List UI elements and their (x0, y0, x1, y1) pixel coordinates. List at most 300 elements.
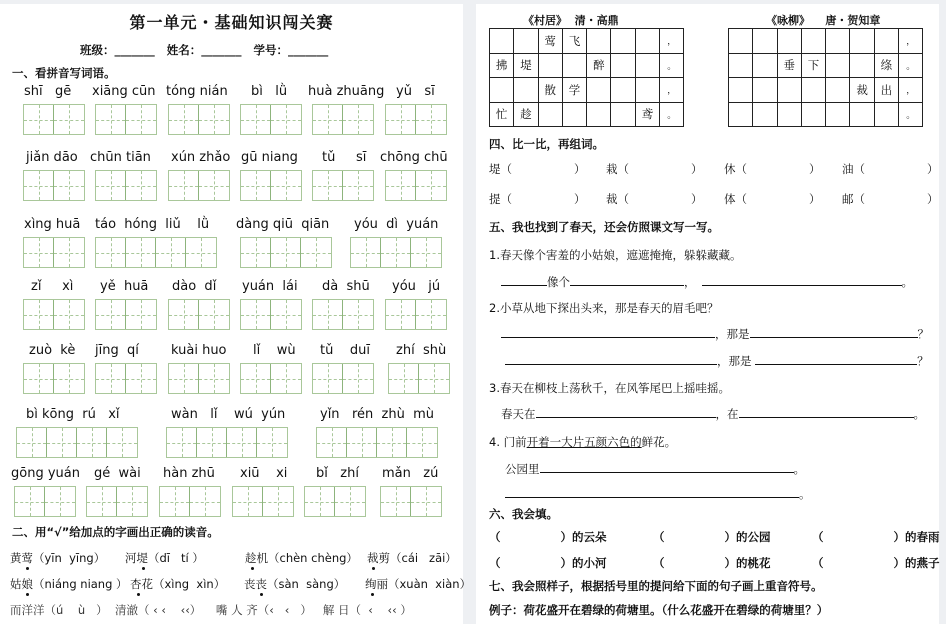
tianzige-cell[interactable] (47, 428, 77, 457)
tianzige-cell[interactable] (271, 364, 301, 393)
poem-blank-cell[interactable] (490, 29, 514, 54)
compare-char: 提 (489, 192, 501, 206)
compare-word-item[interactable] (842, 191, 939, 207)
fill-item[interactable] (812, 529, 940, 545)
poem-blank-cell[interactable] (611, 53, 635, 78)
tianzige-cell[interactable] (411, 238, 441, 267)
pinyin-label: gōng yuán (11, 466, 80, 481)
poem-blank-cell[interactable] (538, 102, 562, 127)
character-writing-grid[interactable] (23, 237, 85, 268)
reading-item[interactable]: 黄莺（yīn yīng） (10, 551, 106, 565)
tianzige-cell[interactable] (386, 300, 416, 329)
character-writing-grid[interactable] (95, 237, 217, 268)
tianzige-cell[interactable] (24, 364, 54, 393)
q3-blank-1[interactable] (536, 406, 716, 418)
poem-grid-yongliu (728, 28, 923, 127)
pinyin-label: bǐ zhí (316, 466, 359, 481)
character-writing-grid[interactable] (159, 486, 221, 517)
close-paren: ） (927, 192, 939, 206)
character-writing-grid[interactable] (240, 299, 302, 330)
tianzige-cell[interactable] (199, 105, 229, 134)
character-writing-grid[interactable] (388, 363, 450, 394)
poem-blank-cell[interactable] (514, 78, 538, 103)
reading-row-3-clipped: 而洋洋（ú ù ） 清澈（ ‹ ‹ ‹‹） 嘴 人 齐（‹ ‹ ） 解 日（ ‹ ‹‹ ） (10, 603, 412, 617)
section1-heading: 一、看拼音写词语。 (12, 66, 116, 80)
pinyin-label: bì lǜ (251, 84, 288, 99)
tianzige-cell[interactable] (45, 487, 75, 516)
q4-prefix: 公园里 (505, 462, 540, 476)
q4-answer-line-2: 。 (505, 486, 811, 502)
tianzige-cell[interactable] (87, 487, 117, 516)
character-writing-grid[interactable] (95, 299, 157, 330)
character-writing-grid[interactable] (16, 427, 138, 458)
q2-blank-1[interactable] (501, 326, 715, 338)
pinyin-label: jiǎn dāo (26, 150, 78, 165)
tianzige-cell[interactable] (54, 364, 84, 393)
tianzige-cell[interactable] (263, 487, 293, 516)
poem-blank-cell[interactable] (777, 29, 801, 54)
poem-blank-cell[interactable] (874, 29, 898, 54)
fill-item[interactable] (653, 555, 771, 571)
worksheet-page-right (476, 4, 939, 624)
tianzige-cell[interactable] (54, 300, 84, 329)
tianzige-cell[interactable] (77, 428, 107, 457)
poem-char-cell: 飞 (562, 29, 586, 54)
character-writing-grid[interactable] (23, 170, 85, 201)
character-writing-grid[interactable] (350, 237, 442, 268)
character-writing-grid[interactable] (385, 104, 447, 135)
q3-text: 3.春天在柳枝上荡秋千，在风筝尾巴上摇哇摇。 (489, 381, 730, 395)
poem-line (490, 102, 684, 127)
tianzige-cell[interactable] (17, 428, 47, 457)
tianzige-cell[interactable] (386, 105, 416, 134)
q1-blank-1[interactable] (501, 274, 547, 286)
tianzige-cell[interactable] (186, 238, 216, 267)
poem-blank-cell[interactable] (850, 102, 874, 127)
open-paren: （ (812, 556, 824, 570)
poem-blank-cell[interactable] (850, 29, 874, 54)
tianzige-cell[interactable] (96, 171, 126, 200)
pinyin-label: zǐ xì (31, 279, 74, 294)
character-writing-grid[interactable] (95, 170, 157, 201)
pinyin-label: dào dǐ (172, 279, 217, 294)
tianzige-cell[interactable] (317, 428, 347, 457)
fill-item[interactable] (489, 555, 607, 571)
compare-char: 体 (724, 192, 736, 206)
open-paren: （ (735, 192, 747, 206)
poem-line (490, 29, 684, 54)
q4-end: 鲜花。 (641, 435, 677, 449)
pinyin-label: xìng huā (24, 217, 81, 232)
close-paren: ） (691, 162, 703, 176)
q1-like-text: 像个 (547, 275, 570, 289)
compare-word-item[interactable] (842, 161, 939, 177)
open-paren: （ (735, 162, 747, 176)
compare-char: 裁 (606, 192, 618, 206)
pinyin-label: yǔ sī (396, 84, 435, 99)
q2-blank-4[interactable] (755, 353, 917, 365)
reading-item[interactable]: 趁机（chèn chèng） (245, 551, 358, 565)
tianzige-cell[interactable] (271, 171, 301, 200)
reading-item[interactable]: 姑娘（niáng niang ） (10, 577, 128, 591)
open-paren: （ (489, 530, 501, 544)
poem-blank-cell[interactable] (635, 78, 659, 103)
tianzige-cell[interactable] (389, 364, 419, 393)
close-paren: ） (574, 192, 586, 206)
fill-item[interactable] (653, 529, 771, 545)
tianzige-cell[interactable] (301, 238, 331, 267)
tianzige-cell[interactable] (343, 171, 373, 200)
tianzige-cell[interactable] (24, 238, 54, 267)
character-writing-grid[interactable] (380, 486, 442, 517)
tianzige-cell[interactable] (199, 364, 229, 393)
poem-char-cell: 忙 (490, 102, 514, 127)
character-writing-grid[interactable] (168, 299, 230, 330)
pinyin-label: yǐn rén zhù mù (320, 407, 434, 422)
poem-char-cell: 。 (899, 102, 923, 127)
pinyin-label: tǔ duī (320, 343, 370, 358)
poem-blank-cell[interactable] (777, 102, 801, 127)
poem-blank-cell[interactable] (826, 102, 850, 127)
character-writing-grid[interactable] (23, 104, 85, 135)
poem-blank-cell[interactable] (850, 53, 874, 78)
character-writing-grid[interactable] (385, 299, 447, 330)
q2-blank-3[interactable] (505, 353, 717, 365)
poem-blank-cell[interactable] (611, 102, 635, 127)
tianzige-cell[interactable] (381, 238, 411, 267)
tianzige-cell[interactable] (107, 428, 137, 457)
compare-char: 休 (724, 162, 736, 176)
fill-phrase: ）的小河 (560, 556, 607, 570)
tianzige-cell[interactable] (126, 238, 156, 267)
pinyin-label: dà shū (322, 279, 370, 294)
pinyin-label: chōng chū (380, 150, 448, 165)
tianzige-cell[interactable] (96, 364, 126, 393)
poem-blank-cell[interactable] (635, 53, 659, 78)
poem-blank-cell[interactable] (611, 78, 635, 103)
poem-char-cell: ， (660, 78, 684, 103)
q1-blank-3[interactable] (702, 274, 902, 286)
poem-blank-cell[interactable] (753, 78, 777, 103)
poem-char-cell: 。 (899, 53, 923, 78)
q1-blank-2[interactable] (570, 274, 684, 286)
section5-heading: 五、我也找到了春天，还会仿照课文写一写。 (489, 220, 719, 234)
tianzige-cell[interactable] (199, 171, 229, 200)
poem-blank-cell[interactable] (562, 53, 586, 78)
tianzige-cell[interactable] (313, 105, 343, 134)
tianzige-cell[interactable] (411, 487, 441, 516)
tianzige-cell[interactable] (167, 428, 197, 457)
poem-line (729, 29, 923, 54)
poem-grid-cunju (489, 28, 684, 127)
tianzige-cell[interactable] (126, 364, 156, 393)
pinyin-label: yuán lái (242, 279, 298, 294)
character-writing-grid[interactable] (304, 486, 366, 517)
emphasis-dot (260, 593, 263, 596)
open-paren: （ (500, 192, 512, 206)
q1-text: 1.春天像个害羞的小姑娘，遮遮掩掩，躲躲藏藏。 (489, 248, 742, 262)
poem-blank-cell[interactable] (801, 29, 825, 54)
reading-item[interactable]: 杏花（xìng xìn） (130, 577, 226, 591)
poem-char-cell: ， (899, 29, 923, 54)
q4-blank-1[interactable] (540, 461, 794, 473)
pinyin-label: wàn lǐ wú yún (171, 407, 286, 422)
compare-word-item[interactable] (606, 191, 703, 207)
section7-example: 例子：荷花盛开在碧绿的荷塘里。（什么花盛开在碧绿的荷塘里？） (489, 603, 829, 617)
poem-blank-cell[interactable] (729, 78, 753, 103)
poem-blank-cell[interactable] (729, 102, 753, 127)
tianzige-cell[interactable] (381, 487, 411, 516)
tianzige-cell[interactable] (199, 300, 229, 329)
character-writing-grid[interactable] (168, 170, 230, 201)
tianzige-cell[interactable] (169, 171, 199, 200)
character-writing-grid[interactable] (240, 104, 302, 135)
tianzige-cell[interactable] (241, 238, 271, 267)
tianzige-cell[interactable] (54, 105, 84, 134)
character-writing-grid[interactable] (23, 299, 85, 330)
poem-blank-cell[interactable] (514, 29, 538, 54)
tianzige-cell[interactable] (241, 105, 271, 134)
tianzige-cell[interactable] (126, 300, 156, 329)
tianzige-cell[interactable] (343, 364, 373, 393)
compare-word-item[interactable] (724, 161, 821, 177)
tianzige-cell[interactable] (407, 428, 437, 457)
poem-char-cell: ， (660, 29, 684, 54)
worksheet-page-left (0, 4, 472, 624)
poem-blank-cell[interactable] (538, 53, 562, 78)
character-writing-grid[interactable] (240, 237, 332, 268)
tianzige-cell[interactable] (416, 105, 446, 134)
name-blank[interactable]: _______ (201, 43, 242, 57)
tianzige-cell[interactable] (257, 428, 287, 457)
tianzige-cell[interactable] (271, 238, 301, 267)
fill-item[interactable] (812, 555, 940, 571)
pinyin-label: gé wài (94, 466, 141, 481)
poem-blank-cell[interactable] (801, 78, 825, 103)
tianzige-cell[interactable] (197, 428, 227, 457)
poem-line (729, 102, 923, 127)
tianzige-cell[interactable] (24, 300, 54, 329)
q1-answer-line: 像个 ， 。 (501, 274, 913, 290)
tianzige-cell[interactable] (271, 300, 301, 329)
tianzige-cell[interactable] (24, 171, 54, 200)
close-paren: ） (809, 192, 821, 206)
close-paren: ） (574, 162, 586, 176)
q2-that-text: ，那是 (715, 327, 750, 341)
pinyin-label: gū niang (241, 150, 298, 165)
q2-blank-2[interactable] (750, 326, 918, 338)
poem-blank-cell[interactable] (874, 102, 898, 127)
open-paren: （ (617, 162, 629, 176)
tianzige-cell[interactable] (96, 300, 126, 329)
pinyin-label: xiū xi (240, 466, 288, 481)
poem-blank-cell[interactable] (753, 102, 777, 127)
tianzige-cell[interactable] (96, 238, 126, 267)
character-writing-grid[interactable] (14, 486, 76, 517)
character-writing-grid[interactable] (240, 170, 302, 201)
tianzige-cell[interactable] (313, 171, 343, 200)
character-writing-grid[interactable] (312, 363, 374, 394)
character-writing-grid[interactable] (95, 363, 157, 394)
poem-blank-cell[interactable] (826, 53, 850, 78)
pinyin-label: xún zhǎo (171, 150, 231, 165)
poem-line (490, 53, 684, 78)
character-writing-grid[interactable] (95, 104, 157, 135)
tianzige-cell[interactable] (271, 105, 301, 134)
tianzige-cell[interactable] (241, 171, 271, 200)
fill-phrase: ）的燕子 (893, 556, 940, 570)
tianzige-cell[interactable] (169, 300, 199, 329)
fill-item[interactable] (489, 529, 607, 545)
tianzige-cell[interactable] (386, 171, 416, 200)
reading-item[interactable]: 河堤（dī tí ） (125, 551, 204, 565)
section7-heading: 七、我会照样子，根据括号里的提问给下面的句子画上重音符号。 (489, 579, 823, 593)
tianzige-cell[interactable] (343, 105, 373, 134)
tianzige-cell[interactable] (96, 105, 126, 134)
poem-blank-cell[interactable] (635, 29, 659, 54)
pinyin-label: zhí shù (396, 343, 447, 358)
pinyin-label: tǔ sī (322, 150, 367, 165)
tianzige-cell[interactable] (160, 487, 190, 516)
reading-item[interactable]: 裁剪（cái zāi） (367, 551, 457, 565)
tianzige-cell[interactable] (126, 105, 156, 134)
poem-blank-cell[interactable] (490, 78, 514, 103)
q3-blank-2[interactable] (739, 406, 914, 418)
poem-char-cell: 绦 (874, 53, 898, 78)
tianzige-cell[interactable] (190, 487, 220, 516)
reading-item[interactable]: 丧丧（sàn sàng） (244, 577, 346, 591)
tianzige-cell[interactable] (54, 238, 84, 267)
open-paren: （ (500, 162, 512, 176)
emphasis-dot (371, 593, 374, 596)
tianzige-cell[interactable] (54, 171, 84, 200)
pinyin-label: xiāng cūn (92, 84, 156, 99)
character-writing-grid[interactable] (312, 170, 374, 201)
poem-char-cell: 学 (562, 78, 586, 103)
tianzige-cell[interactable] (241, 364, 271, 393)
compare-word-item[interactable] (724, 191, 821, 207)
poem-blank-cell[interactable] (729, 53, 753, 78)
tianzige-cell[interactable] (169, 105, 199, 134)
name-label: 姓名： (166, 43, 202, 57)
character-writing-grid[interactable] (316, 427, 438, 458)
tianzige-cell[interactable] (126, 171, 156, 200)
poem-char-cell: 。 (660, 102, 684, 127)
tianzige-cell[interactable] (313, 364, 343, 393)
pinyin-label: lǐ wù (253, 343, 296, 358)
poem-blank-cell[interactable] (587, 78, 611, 103)
tianzige-cell[interactable] (343, 300, 373, 329)
poem-line (729, 78, 923, 103)
character-writing-grid[interactable] (86, 486, 148, 517)
pinyin-label: yóu dì yuán (354, 217, 439, 232)
character-writing-grid[interactable] (168, 104, 230, 135)
poem-blank-cell[interactable] (729, 29, 753, 54)
poem-blank-cell[interactable] (826, 78, 850, 103)
close-paren: ） (691, 192, 703, 206)
poem-blank-cell[interactable] (611, 29, 635, 54)
id-label: 学号： (253, 43, 289, 57)
q3-answer-line: 春天在 ，在 。 (501, 407, 925, 421)
character-writing-grid[interactable] (232, 486, 294, 517)
character-writing-grid[interactable] (312, 299, 374, 330)
compare-char: 堤 (489, 162, 501, 176)
poem-char-cell: 趁 (514, 102, 538, 127)
tianzige-cell[interactable] (377, 428, 407, 457)
poem-blank-cell[interactable] (587, 102, 611, 127)
pinyin-label: tóng nián (166, 84, 228, 99)
pinyin-label: shī gē (24, 84, 72, 99)
pinyin-label: chūn tiān (90, 150, 151, 165)
character-writing-grid[interactable] (385, 170, 447, 201)
tianzige-cell[interactable] (156, 238, 186, 267)
tianzige-cell[interactable] (24, 105, 54, 134)
poem-blank-cell[interactable] (587, 29, 611, 54)
section6-heading: 六、我会填。 (489, 507, 558, 521)
tianzige-cell[interactable] (117, 487, 147, 516)
open-paren: （ (812, 530, 824, 544)
tianzige-cell[interactable] (347, 428, 377, 457)
tianzige-cell[interactable] (351, 238, 381, 267)
pinyin-label: kuài huo (171, 343, 227, 358)
character-writing-grid[interactable] (240, 363, 302, 394)
tianzige-cell[interactable] (416, 300, 446, 329)
tianzige-cell[interactable] (416, 171, 446, 200)
q2-answer-line-1: ，那是 ？ (501, 326, 929, 342)
tianzige-cell[interactable] (305, 487, 335, 516)
poem-char-cell: 莺 (538, 29, 562, 54)
character-writing-grid[interactable] (312, 104, 374, 135)
q2-that-text: ，那是 (717, 354, 752, 368)
q4-blank-2[interactable] (505, 486, 799, 498)
q3-prefix: 春天在 (501, 407, 536, 421)
reading-item[interactable]: 绚丽（xuàn xiàn） (365, 577, 472, 591)
compare-word-item[interactable] (606, 161, 703, 177)
character-writing-grid[interactable] (168, 363, 230, 394)
q4-answer-line-1: 公园里 。 (505, 462, 805, 476)
poem-blank-cell[interactable] (753, 29, 777, 54)
tianzige-cell[interactable] (233, 487, 263, 516)
poem-blank-cell[interactable] (753, 53, 777, 78)
tianzige-cell[interactable] (241, 300, 271, 329)
poem-blank-cell[interactable] (562, 102, 586, 127)
open-paren: （ (653, 556, 665, 570)
emphasis-dot (251, 567, 254, 570)
tianzige-cell[interactable] (335, 487, 365, 516)
tianzige-cell[interactable] (169, 364, 199, 393)
poem-char-cell: 裁 (850, 78, 874, 103)
tianzige-cell[interactable] (227, 428, 257, 457)
tianzige-cell[interactable] (419, 364, 449, 393)
poem-blank-cell[interactable] (801, 102, 825, 127)
character-writing-grid[interactable] (23, 363, 85, 394)
q2-text: 2.小草从地下探出头来，那是春天的眉毛吧？ (489, 301, 719, 315)
poem-blank-cell[interactable] (777, 78, 801, 103)
id-blank[interactable]: _______ (288, 43, 329, 57)
class-blank[interactable]: _______ (114, 43, 155, 57)
compare-word-item[interactable] (489, 161, 586, 177)
poem-char-cell: ， (899, 78, 923, 103)
tianzige-cell[interactable] (313, 300, 343, 329)
tianzige-cell[interactable] (15, 487, 45, 516)
character-writing-grid[interactable] (166, 427, 288, 458)
poem-blank-cell[interactable] (826, 29, 850, 54)
pinyin-label: huà zhuāng (308, 84, 385, 99)
student-info (80, 42, 328, 58)
compare-word-item[interactable] (489, 191, 586, 207)
pinyin-label: dàng qiū qiān (236, 217, 330, 232)
q4-underlined: 开着一大片五颜六色的 (526, 435, 642, 449)
